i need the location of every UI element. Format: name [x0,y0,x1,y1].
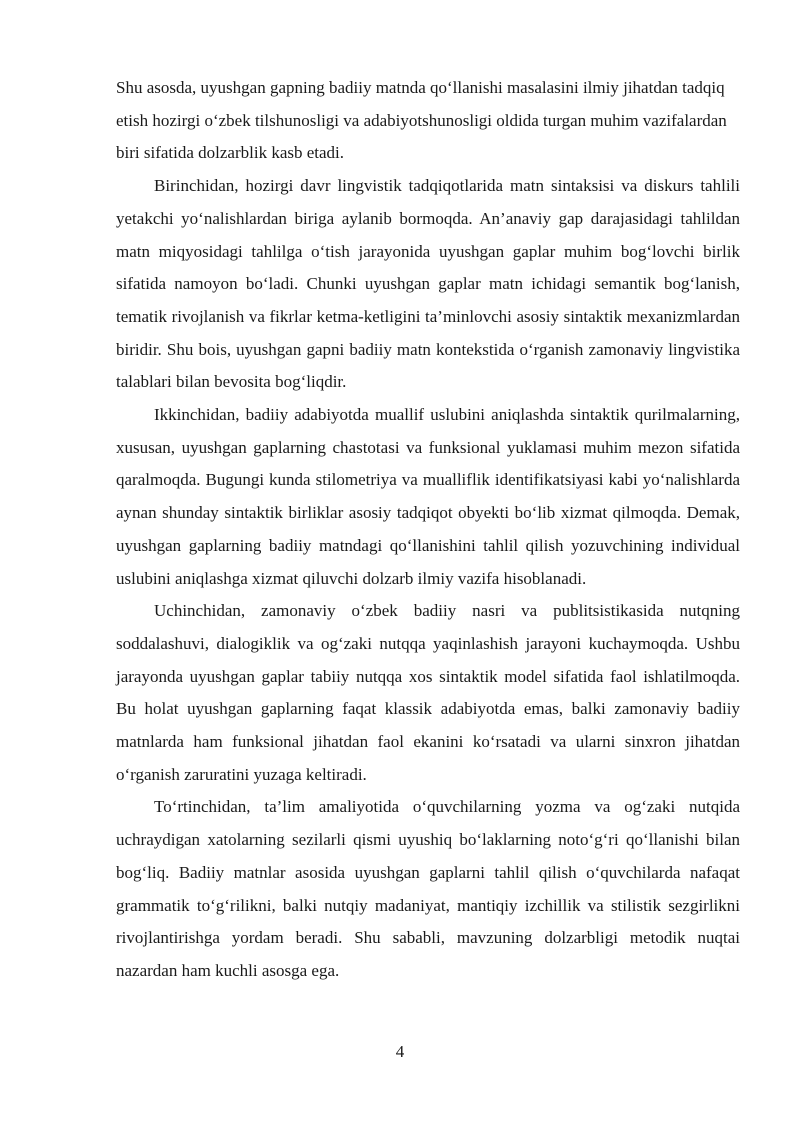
paragraph-third-reason: Uchinchidan, zamonaviy o‘zbek badiiy nasri va publitsistikasida nutqning soddalashuvi, dialogiklik va og‘zaki nutqqa yaqinlashish jarayoni kuchaymoqda. Ushbu jarayonda uyushgan gaplar tabiiy nutqqa xos sintaktik model sifatida faol ishlatilmoqda. Bu holat uyushgan gaplarning faqat klassik adabiyotda emas, balki zamonaviy badiiy matnlarda ham funksional jihatdan faol ekanini ko‘rsatadi va ularni sinxron jihatdan o‘rganish zaruratini yuzaga keltiradi. [116,601,740,784]
paragraph-intro: Shu asosda, uyushgan gapning badiiy matnda qo‘llanishi masalasini ilmiy jihatdan tadqiq etish hozirgi o‘zbek tilshunosligi va adabiyotshunosligi oldida turgan muhim vazifalardan biri sifatida dolzarblik kasb etadi. [116,78,727,163]
body-text [116,72,740,988]
paragraph-first-reason: Birinchidan, hozirgi davr lingvistik tadqiqotlarida matn sintaksisi va diskurs tahlili yetakchi yo‘nalishlardan biriga aylanib bormoqda. An’anaviy gap darajasidagi tahlildan matn miqyosidagi tahlilga o‘tish jarayonida uyushgan gaplar muhim bog‘lovchi birlik sifatida namoyon bo‘ladi. Chunki uyushgan gaplar matn ichidagi semantik bog‘lanish, tematik rivojlanish va fikrlar ketma-ketligini ta’minlovchi asosiy sintaktik mexanizmlardan biridir. Shu bois, uyushgan gapni badiiy matn kontekstida o‘rganish zamonaviy lingvistika talablari bilan bevosita bog‘liqdir. [116,176,740,392]
page-number: 4 [395,1042,405,1061]
paragraph-fourth-reason: To‘rtinchidan, ta’lim amaliyotida o‘quvchilarning yozma va og‘zaki nutqida uchraydigan xatolarning sezilarli qismi uyushiq bo‘laklarning noto‘g‘ri qo‘llanishi bilan bog‘liq. Badiiy matnlar asosida uyushgan gaplarni tahlil qilish o‘quvchilarda nafaqat grammatik to‘g‘rilikni, balki nutqiy madaniyat, mantiqiy izchillik va stilistik sezgirlikni rivojlantirishga yordam beradi. Shu sababli, mavzuning dolzarbligi metodik nuqtai nazardan ham kuchli asosga ega. [116,797,740,980]
paragraph-second-reason: Ikkinchidan, badiiy adabiyotda muallif uslubini aniqlashda sintaktik qurilmalarning, xususan, uyushgan gaplarning chastotasi va funksional yuklamasi muhim mezon sifatida qaralmoqda. Bugungi kunda stilometriya va mualliflik identifikatsiyasi kabi yo‘nalishlarda aynan shunday sintaktik birliklar asosiy tadqiqot obyekti bo‘lib xizmat qilmoqda. Demak, uyushgan gaplarning badiiy matndagi qo‘llanishini tahlil qilish yozuvchining individual uslubini aniqlashga xizmat qiluvchi dolzarb ilmiy vazifa hisoblanadi. [116,405,740,588]
